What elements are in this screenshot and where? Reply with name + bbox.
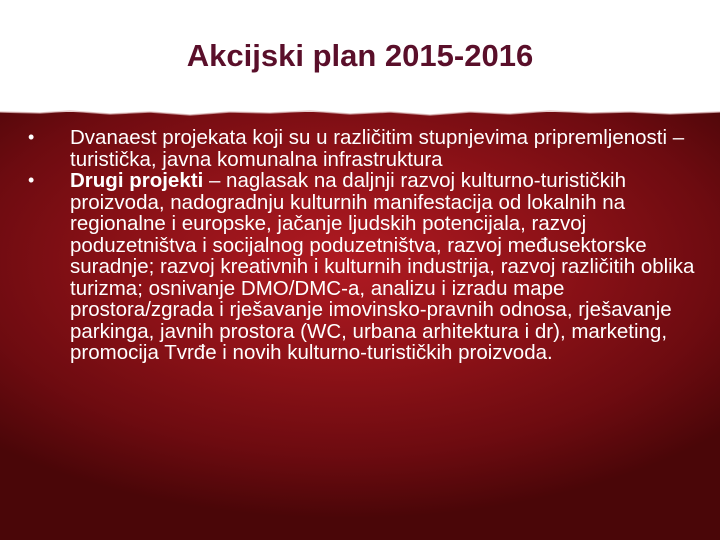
slide-title: Akcijski plan 2015-2016	[186, 38, 534, 73]
bullet-text: – naglasak na daljnji razvoj kulturno-turističkih proizvoda, nadogradnju kulturnih manifestacija od lokalnih na regionalne i europske, jačanje ljudskih potencijala, razvoj poduzetništva i socijalnog poduzetništva, razvoj međusektorske suradnje; razvoj kreativnih i kulturnih industrija, razvoj različitih oblika turizma; osnivanje DMO/DMC-a, analizu i izradu mape prostora/zgrada i rješavanje imovinsko-pravnih odnosa, rješavanje parkinga, javnih prostora (WC, urbana arhitektura i dr), marketing, promocija Tvrđe i novih kulturno-turističkih proizvoda.	[70, 169, 695, 364]
list-item	[28, 170, 708, 364]
bullet-marker: •	[28, 170, 35, 190]
list-item	[28, 127, 708, 170]
bullet-marker: •	[28, 127, 35, 147]
torn-edge-divider	[0, 100, 720, 128]
bullet-lead: Drugi projekti	[70, 169, 204, 192]
bullet-text: Dvanaest projekata koji su u različitim stupnjevima pripremljenosti – turistička, javna komunalna infrastruktura	[70, 126, 685, 171]
title-band	[0, 0, 720, 112]
bullet-list	[28, 127, 708, 364]
